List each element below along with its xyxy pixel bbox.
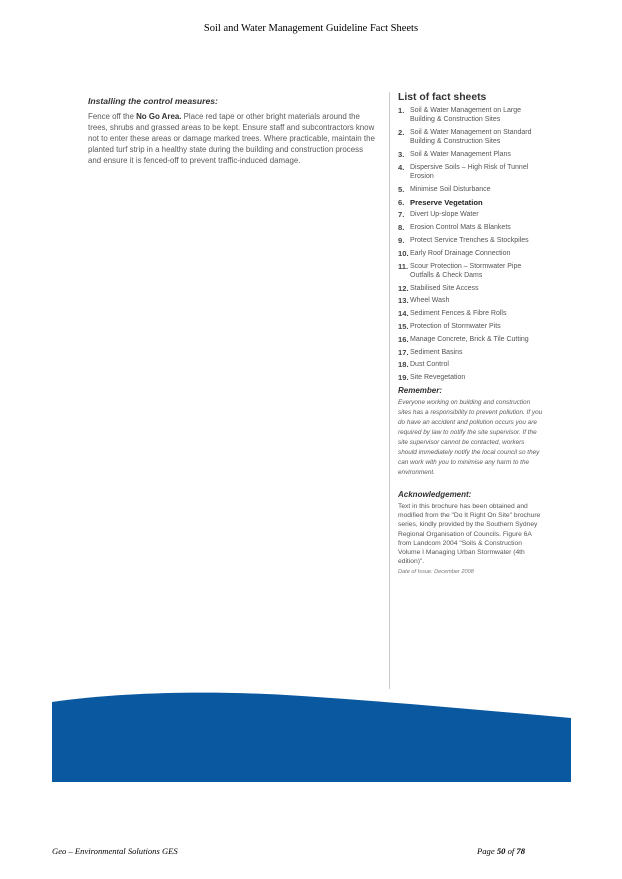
fact-sheet-label: Site Revegetation — [410, 374, 466, 382]
fact-sheet-label: Soil & Water Management on Large Building & Construction Sites — [410, 107, 522, 124]
fact-sheet-number: 9. — [398, 235, 405, 245]
footer-company: Geo – Environmental Solutions GES — [52, 846, 178, 856]
fact-sheet-item — [398, 296, 544, 305]
fact-sheet-item — [398, 236, 544, 245]
control-text-before: Fence off the — [88, 112, 137, 121]
fact-sheet-label: Wheel Wash — [410, 297, 450, 305]
control-measures-section — [88, 96, 378, 166]
fact-sheet-item — [398, 210, 544, 219]
fact-sheets-list — [398, 106, 544, 382]
fact-sheet-label: Early Roof Drainage Connection — [410, 249, 511, 257]
page-separator: of — [505, 846, 517, 856]
fact-sheet-item — [398, 360, 544, 369]
fact-sheet-item — [398, 150, 544, 159]
fact-sheet-label: Minimise Soil Disturbance — [410, 185, 491, 193]
fact-sheets-title: List of fact sheets — [398, 92, 487, 103]
fact-sheet-item — [398, 348, 544, 357]
control-measures-text — [88, 111, 378, 166]
page-prefix: Page — [477, 846, 497, 856]
acknowledgement-text: Text in this brochure has been obtained and modified from the "Do It Right On Site" brochure series, kindly provided by the Southern Sydney Regional Organisation of Councils. Figure 6A from Landcom 2004 "Soils & Construction Volume I Managing Urban Stormwater (4th edition)". — [398, 502, 541, 566]
fact-sheet-number: 18. — [398, 360, 409, 370]
fact-sheet-label: Dust Control — [410, 361, 449, 369]
fact-sheet-number: 16. — [398, 334, 409, 344]
fact-sheet-label: Protect Service Trenches & Stockpiles — [410, 236, 529, 244]
fact-sheet-item — [398, 185, 544, 194]
control-text-after: Place red tape or other bright materials around the trees, shrubs and grassed areas to be kept. Ensure staff and subcontractors know not to enter these areas or damage marked trees. Where practicable, maintain the planted turf strip in a healthy state during the building and construction process and ensure it is fenced-off to prevent traffic-induced damage. — [88, 112, 375, 165]
page-total: 78 — [516, 846, 525, 856]
fact-sheet-item — [398, 106, 544, 124]
fact-sheet-label: Scour Protection – Stormwater Pipe Outfalls & Check Dams — [410, 262, 522, 279]
footer-page-number — [477, 846, 525, 856]
fact-sheet-label: Stabilised Site Access — [410, 284, 479, 292]
fact-sheet-number: 10. — [398, 248, 409, 258]
fact-sheet-item — [398, 322, 544, 331]
wave-shape — [52, 693, 571, 782]
column-divider — [389, 92, 390, 689]
fact-sheet-number: 15. — [398, 321, 409, 331]
fact-sheet-number: 14. — [398, 309, 409, 319]
acknowledgement-heading: Acknowledgement: — [398, 489, 472, 499]
fact-sheet-label: Soil & Water Management Plans — [410, 151, 511, 158]
fact-sheet-label: Erosion Control Mats & Blankets — [410, 224, 511, 232]
remember-text: Everyone working on building and construction sites has a responsibility to prevent pollution. If you do have an accident and pollution occurs you are required by law to notify the site supervisor. If the site supervisor cannot be contacted, workers should immediately notify the local council so they can work with you to minimise any harm to the environment. — [398, 398, 543, 476]
fact-sheet-number: 3. — [398, 150, 405, 159]
fact-sheet-item — [398, 309, 544, 318]
fact-sheet-item — [398, 128, 544, 146]
fact-sheet-item — [398, 249, 544, 258]
fact-sheet-number: 6. — [398, 197, 405, 207]
fact-sheet-number: 1. — [398, 106, 405, 115]
fact-sheet-item — [398, 335, 544, 344]
fact-sheet-label: Soil & Water Management on Standard Building & Construction Sites — [410, 129, 532, 146]
fact-sheet-label: Preserve Vegetation — [410, 197, 483, 207]
fact-sheet-item — [398, 284, 544, 293]
fact-sheet-number: 2. — [398, 128, 405, 137]
fact-sheet-item — [398, 373, 544, 382]
fact-sheet-label: Sediment Fences & Fibre Rolls — [410, 310, 507, 318]
page-header: Soil and Water Management Guideline Fact Sheets — [203, 23, 419, 34]
fact-sheet-number: 8. — [398, 223, 405, 233]
fact-sheet-item-current — [398, 198, 544, 207]
fact-sheet-number: 5. — [398, 184, 405, 194]
fact-sheet-label: Dispersive Soils – High Risk of Tunnel Erosion — [410, 163, 529, 180]
fact-sheet-item — [398, 223, 544, 232]
fact-sheet-label: Sediment Basins — [410, 348, 463, 356]
fact-sheet-number: 13. — [398, 296, 409, 306]
fact-sheet-label: Manage Concrete, Brick & Tile Cutting — [410, 335, 529, 343]
fact-sheet-number: 19. — [398, 373, 409, 383]
fact-sheet-number: 17. — [398, 347, 409, 357]
fact-sheet-label: Divert Up-slope Water — [410, 211, 479, 219]
sidebar-column — [398, 92, 544, 575]
fact-sheet-number: 7. — [398, 210, 405, 220]
fact-sheet-number: 4. — [398, 162, 405, 172]
fact-sheet-item — [398, 262, 544, 280]
blue-wave-banner — [52, 688, 571, 782]
issue-date: Date of Issue: December 2008 — [398, 569, 474, 576]
no-go-area-emphasis: No Go Area. — [136, 112, 182, 121]
fact-sheet-label: Protection of Stormwater Pits — [410, 322, 501, 330]
control-measures-heading: Installing the control measures: — [88, 96, 218, 106]
fact-sheet-number: 11. — [398, 261, 409, 271]
fact-sheet-number: 12. — [398, 283, 409, 293]
page-current: 50 — [496, 846, 506, 856]
fact-sheet-item — [398, 163, 544, 181]
remember-heading: Remember: — [398, 385, 443, 395]
